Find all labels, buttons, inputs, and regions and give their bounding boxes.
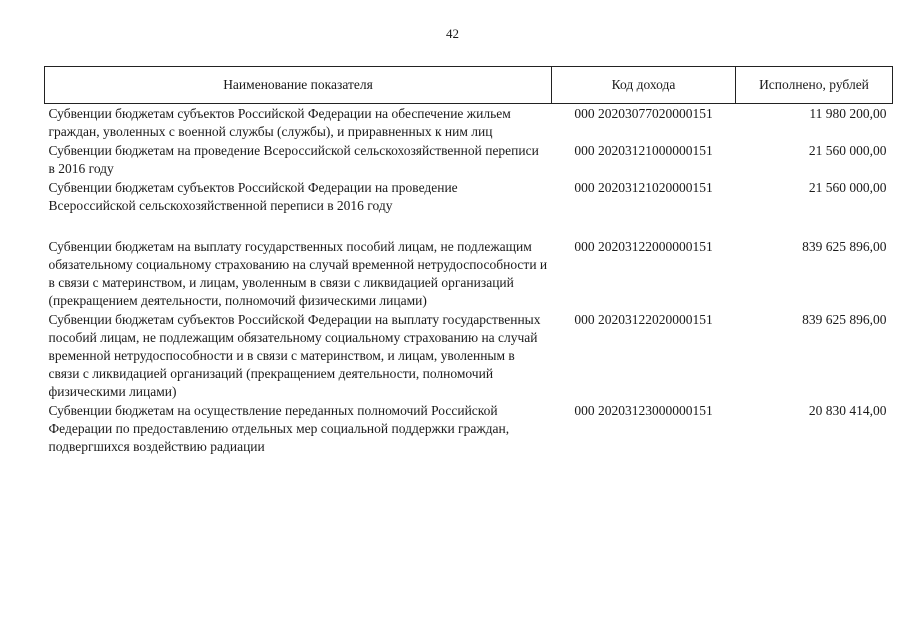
executed-amount: 11 980 200,00 bbox=[809, 106, 887, 121]
revenue-code: 000 20203121000000151 bbox=[574, 143, 713, 158]
page-number: 42 bbox=[446, 26, 459, 41]
executed-amount: 839 625 896,00 bbox=[802, 239, 887, 254]
indicator-name: Субвенции бюджетам на проведение Всероссийской сельскохозяйственной переписи в 2016 году bbox=[48, 143, 539, 176]
indicator-name: Субвенции бюджетам на выплату государственных пособий лицам, не подлежащим обязательному социальному страхованию на случай временной нетрудоспособности и в связи с материнством, и лицам, уволенным в связи с ликвидацией организаций (прекращением деятельности, полномочий физическими лицами) bbox=[48, 239, 548, 308]
table-header-row bbox=[45, 67, 893, 104]
indicator-name: Субвенции бюджетам субъектов Российской Федерации на выплату государственных пособий лицам, не подлежащим обязательному социальному страхованию на случай временной нетрудоспособности и в связи с материнством, и лицам, уволенным в связи с ликвидацией организаций (прекращением деятельности, полномочий физическими лицами) bbox=[48, 312, 541, 399]
executed-amount: 21 560 000,00 bbox=[808, 143, 887, 158]
indicator-name: Субвенции бюджетам субъектов Российской Федерации на проведение Всероссийской сельскохозяйственной переписи в 2016 году bbox=[48, 180, 458, 213]
row-spacer bbox=[45, 216, 893, 238]
header-indicator-name: Наименование показателя bbox=[45, 67, 552, 104]
revenue-code: 000 20203077020000151 bbox=[574, 106, 713, 121]
executed-amount: 20 830 414,00 bbox=[808, 403, 887, 418]
table-row bbox=[45, 311, 893, 402]
header-revenue-code: Код дохода bbox=[552, 67, 736, 104]
revenue-code: 000 20203122020000151 bbox=[574, 312, 713, 327]
table-row bbox=[45, 402, 893, 457]
revenue-code: 000 20203123000000151 bbox=[574, 403, 713, 418]
executed-amount: 839 625 896,00 bbox=[802, 312, 887, 327]
revenue-code: 000 20203121020000151 bbox=[574, 180, 713, 195]
indicator-name: Субвенции бюджетам субъектов Российской Федерации на обеспечение жильем граждан, уволенных с военной службы (службы), и приравненных к ним лиц bbox=[48, 106, 511, 139]
header-executed-amount: Исполнено, рублей bbox=[736, 67, 893, 104]
table-row bbox=[45, 179, 893, 216]
executed-amount: 21 560 000,00 bbox=[808, 180, 887, 195]
table-row bbox=[45, 104, 893, 143]
revenue-table bbox=[44, 66, 893, 457]
table-row bbox=[45, 142, 893, 179]
revenue-code: 000 20203122000000151 bbox=[574, 239, 713, 254]
indicator-name: Субвенции бюджетам на осуществление переданных полномочий Российской Федерации по предоставлению отдельных мер социальной поддержки граждан, подвергшихся воздействию радиации bbox=[48, 403, 510, 454]
table-row bbox=[45, 238, 893, 311]
